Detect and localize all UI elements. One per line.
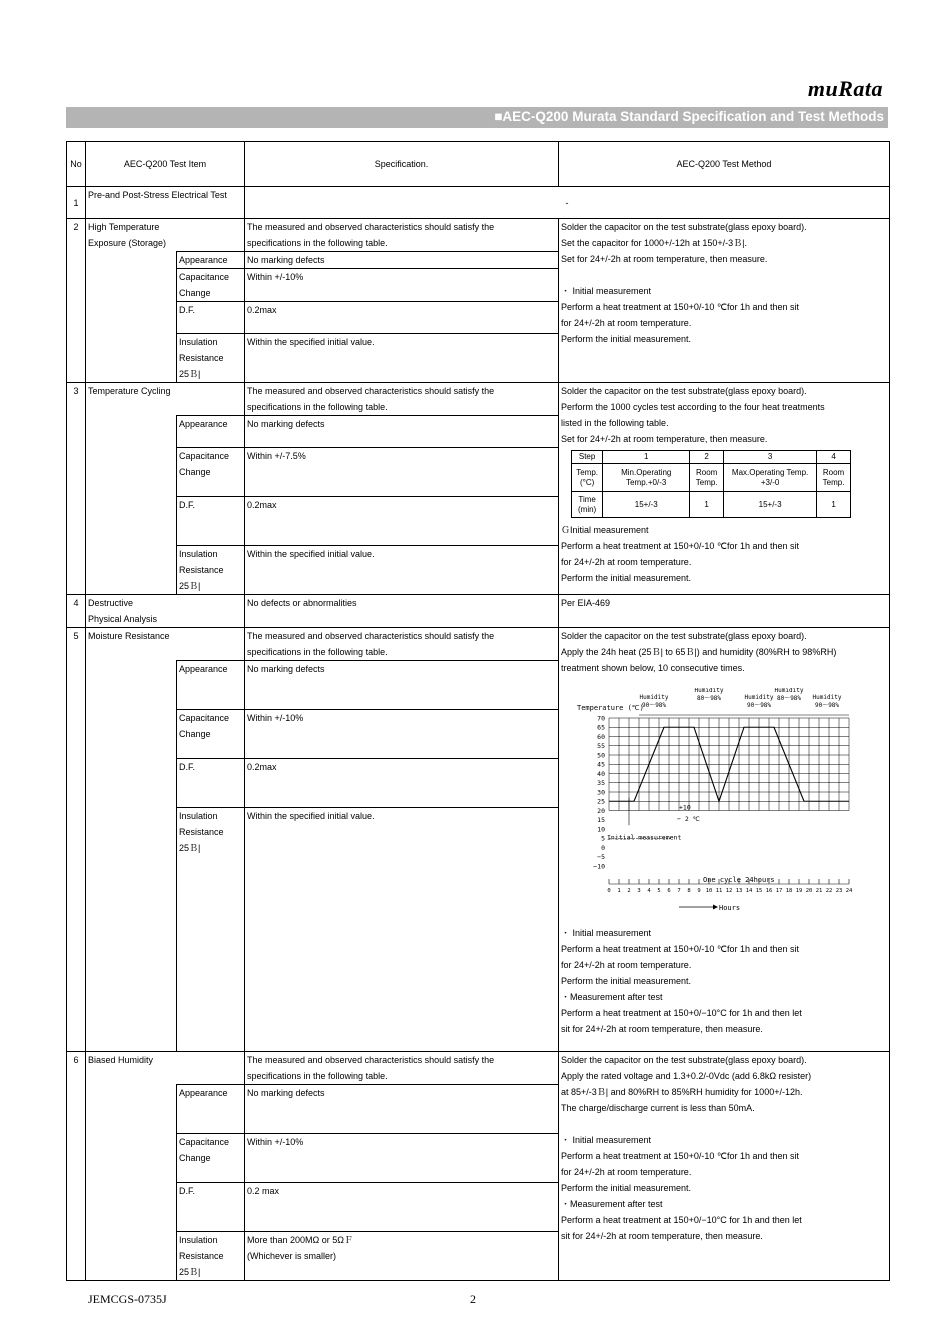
step-cell: 1 bbox=[690, 492, 724, 518]
method-line: Perform a heat treatment at 150+0/−10°C for 1h and then let bbox=[561, 1215, 802, 1225]
method-line: Perform the 1000 cycles test according to the four heat treatments bbox=[561, 402, 825, 412]
cap-label: Change bbox=[179, 729, 211, 739]
humidity-label: Humidity bbox=[812, 694, 842, 701]
header-item: AEC-Q200 Test Item bbox=[86, 142, 245, 187]
x-tick-label: 24 bbox=[845, 888, 853, 894]
method-line: Set the capacitor for 1000+/-12h at 150+/-3Ｂ|. bbox=[561, 238, 747, 248]
y-tick-label: 20 bbox=[597, 806, 605, 815]
appearance-value: No marking defects bbox=[245, 661, 559, 710]
spec-intro: specifications in the following table. bbox=[247, 1071, 388, 1081]
hours-arrowhead bbox=[713, 905, 718, 910]
cap-label: Capacitance bbox=[179, 272, 230, 282]
header-row bbox=[67, 142, 890, 187]
row-6-item: Biased Humidity bbox=[86, 1052, 245, 1085]
x-tick-label: 23 bbox=[835, 888, 843, 894]
method-line: ・ Initial measurement bbox=[561, 1135, 652, 1145]
ir-label: Insulation bbox=[179, 1235, 218, 1245]
heat-step-table bbox=[571, 450, 851, 518]
header-no: No bbox=[67, 142, 86, 187]
cap-value: Within +/-7.5% bbox=[245, 448, 559, 497]
humidity-cycle-chart bbox=[567, 688, 887, 921]
x-tick-label: 8 bbox=[687, 888, 691, 894]
step-cell: Temp. (°C) bbox=[572, 464, 603, 492]
method-line: Perform a heat treatment at 150+0/−10°C for 1h and then let bbox=[561, 1008, 802, 1018]
row-4-item: Physical Analysis bbox=[88, 614, 158, 624]
spec-intro: specifications in the following table. bbox=[247, 402, 388, 412]
method-line: ＧInitial measurement bbox=[561, 525, 649, 535]
y-tick-label: 40 bbox=[597, 769, 605, 778]
row-2-appearance-value: No marking defects bbox=[245, 252, 559, 269]
row-4-method: Per EIA-469 bbox=[559, 595, 890, 628]
y-tick-label: 60 bbox=[597, 732, 605, 741]
step-cell: 2 bbox=[690, 451, 724, 464]
ir-label: Resistance bbox=[179, 565, 224, 575]
cap-label: Change bbox=[179, 288, 211, 298]
row-1-method: - bbox=[245, 187, 890, 219]
row-1-no: 1 bbox=[67, 187, 86, 219]
cap-label: Capacitance bbox=[179, 451, 230, 461]
humidity-label: Humidity bbox=[774, 688, 804, 694]
row-2-df-label: D.F. bbox=[177, 302, 245, 334]
row-3-item: Temperature Cycling bbox=[86, 383, 245, 416]
ir-label: Resistance bbox=[179, 827, 224, 837]
spec-table bbox=[66, 141, 890, 1281]
header-spec: Specification. bbox=[245, 142, 559, 187]
appearance-label: Appearance bbox=[177, 661, 245, 710]
x-tick-label: 16 bbox=[765, 888, 773, 894]
y-tick-label: 30 bbox=[597, 788, 605, 797]
y-tick-label: 25 bbox=[597, 797, 605, 806]
method-line: Solder the capacitor on the test substrate(glass epoxy board). bbox=[561, 631, 807, 641]
method-line: for 24+/-2h at room temperature. bbox=[561, 557, 692, 567]
row-2-item-l2: Exposure (Storage) bbox=[88, 238, 167, 248]
step-cell: 1 bbox=[603, 451, 690, 464]
ir-value: More than 200MΩ or 5ΩＦ bbox=[247, 1235, 354, 1245]
row-6-method bbox=[559, 1052, 890, 1281]
method-line: Perform a heat treatment at 150+0/-10 ℃for 1h and then sit bbox=[561, 944, 799, 954]
ir-value: Within the specified initial value. bbox=[245, 546, 559, 595]
method-line: ・ Initial measurement bbox=[561, 286, 652, 296]
step-cell: Min.Operating Temp.+0/-3 bbox=[603, 464, 690, 492]
humidity-range: 90～98% bbox=[814, 702, 840, 709]
humidity-label: Humidity bbox=[694, 688, 724, 694]
appearance-value: No marking defects bbox=[245, 1085, 559, 1134]
murata-logo: muRata bbox=[807, 76, 883, 101]
step-cell: 1 bbox=[817, 492, 851, 518]
chart-grid bbox=[609, 718, 849, 811]
banner-title: ■AEC-Q200 Murata Standard Specification and Test Methods bbox=[494, 109, 884, 124]
row-5-intro bbox=[67, 628, 890, 661]
ir-value: (Whichever is smaller) bbox=[247, 1251, 337, 1261]
method-line: Set for 24+/-2h at room temperature, then measure. bbox=[561, 254, 768, 264]
humidity-range: 90～98% bbox=[746, 702, 772, 709]
x-tick-label: 11 bbox=[715, 888, 723, 894]
row-3-intro bbox=[67, 383, 890, 416]
df-value: 0.2max bbox=[245, 497, 559, 546]
method-line: for 24+/-2h at room temperature. bbox=[561, 318, 692, 328]
cap-value: Within +/-10% bbox=[245, 1134, 559, 1183]
row-4 bbox=[67, 595, 890, 628]
ir-label: Insulation bbox=[179, 549, 218, 559]
appearance-value: No marking defects bbox=[245, 416, 559, 448]
row-4-no: 4 bbox=[67, 595, 86, 628]
chart-initial-label: Initial measurement bbox=[607, 833, 682, 842]
humidity-label: Humidity bbox=[744, 694, 774, 701]
method-line: Set for 24+/-2h at room temperature, then measure. bbox=[561, 434, 768, 444]
step-cell: 15+/-3 bbox=[724, 492, 817, 518]
step-cell: 15+/-3 bbox=[603, 492, 690, 518]
row-2-ir-value: Within the specified initial value. bbox=[245, 334, 559, 383]
x-tick-label: 3 bbox=[637, 888, 641, 894]
method-line: at 85+/-3Ｂ| and 80%RH to 85%RH humidity for 1000+/-12h. bbox=[561, 1087, 803, 1097]
spec-intro: The measured and observed characteristics should satisfy the bbox=[247, 386, 495, 396]
x-tick-label: 17 bbox=[775, 888, 783, 894]
header-method: AEC-Q200 Test Method bbox=[559, 142, 890, 187]
spec-intro: The measured and observed characteristics should satisfy the bbox=[247, 631, 495, 641]
row-4-spec: No defects or abnormalities bbox=[245, 595, 559, 628]
method-line: Apply the 24h heat (25Ｂ| to 65Ｂ|) and humidity (80%RH to 98%RH) bbox=[561, 647, 837, 657]
df-label: D.F. bbox=[177, 497, 245, 546]
row-3-method bbox=[559, 383, 890, 595]
spec-intro: specifications in the following table. bbox=[247, 647, 388, 657]
df-label: D.F. bbox=[177, 1183, 245, 1232]
x-tick-label: 2 bbox=[627, 888, 631, 894]
document-code: JEMCGS-0735J bbox=[88, 1292, 167, 1306]
x-tick-label: 22 bbox=[825, 888, 833, 894]
method-line: Perform a heat treatment at 150+0/-10 ℃for 1h and then sit bbox=[561, 1151, 799, 1161]
ir-label: Resistance bbox=[179, 353, 224, 363]
row-6-intro bbox=[67, 1052, 890, 1085]
chart-xlabel: Hours bbox=[719, 904, 741, 912]
row-2-appearance-label: Appearance bbox=[177, 252, 245, 269]
row-6-no: 6 bbox=[67, 1052, 86, 1281]
method-line: The charge/discharge current is less than 50mA. bbox=[561, 1103, 755, 1113]
row-2-item-l1: High Temperature bbox=[88, 222, 160, 232]
y-tick-label: 15 bbox=[597, 816, 605, 825]
x-tick-label: 21 bbox=[815, 888, 823, 894]
x-tick-label: 19 bbox=[795, 888, 803, 894]
row-2-method bbox=[559, 219, 890, 383]
y-tick-label: −10 bbox=[593, 862, 605, 871]
ir-label: 25Ｂ| bbox=[179, 369, 201, 379]
step-cell: Room Temp. bbox=[817, 464, 851, 492]
row-3-no: 3 bbox=[67, 383, 86, 595]
x-tick-label: 20 bbox=[805, 888, 813, 894]
humidity-range: 80～98% bbox=[776, 695, 802, 702]
row-5-item: Moisture Resistance bbox=[86, 628, 245, 661]
row-5-no: 5 bbox=[67, 628, 86, 1052]
cap-label: Capacitance bbox=[179, 1137, 230, 1147]
y-tick-label: 35 bbox=[597, 779, 605, 788]
df-label: D.F. bbox=[177, 759, 245, 808]
x-tick-label: 1 bbox=[617, 888, 621, 894]
method-line: Solder the capacitor on the test substrate(glass epoxy board). bbox=[561, 1055, 807, 1065]
method-line: sit for 24+/-2h at room temperature, then measure. bbox=[561, 1024, 763, 1034]
method-line: ・Measurement after test bbox=[561, 992, 663, 1002]
row-2-cap-value: Within +/-10% bbox=[245, 269, 559, 302]
method-line: Apply the rated voltage and 1.3+0.2/-0Vdc (add 6.8kΩ resister) bbox=[561, 1071, 812, 1081]
ir-label: 25Ｂ| bbox=[179, 843, 201, 853]
method-line: listed in the following table. bbox=[561, 418, 669, 428]
y-tick-label: −5 bbox=[597, 853, 605, 862]
x-tick-label: 13 bbox=[735, 888, 743, 894]
step-cell: 3 bbox=[724, 451, 817, 464]
humidity-range: 90～98% bbox=[641, 702, 667, 709]
x-tick-label: 14 bbox=[745, 888, 753, 894]
row-2-intro bbox=[67, 219, 890, 252]
x-tick-label: 9 bbox=[697, 888, 701, 894]
appearance-label: Appearance bbox=[177, 1085, 245, 1134]
row-2-no: 2 bbox=[67, 219, 86, 383]
y-tick-label: 10 bbox=[597, 825, 605, 834]
row-1-item: Pre-and Post-Stress Electrical Test bbox=[86, 187, 245, 219]
appearance-label: Appearance bbox=[177, 416, 245, 448]
cap-label: Capacitance bbox=[179, 713, 230, 723]
x-tick-label: 7 bbox=[677, 888, 681, 894]
method-line: Solder the capacitor on the test substrate(glass epoxy board). bbox=[561, 222, 807, 232]
row-2-df-value: 0.2max bbox=[245, 302, 559, 334]
row-2-spec-intro-l2: specifications in the following table. bbox=[247, 238, 388, 248]
x-tick-label: 15 bbox=[755, 888, 763, 894]
y-tick-label: 55 bbox=[597, 742, 605, 751]
x-tick-label: 18 bbox=[785, 888, 793, 894]
title-banner bbox=[66, 107, 888, 128]
method-line: Perform the initial measurement. bbox=[561, 573, 692, 583]
x-tick-label: 6 bbox=[667, 888, 671, 894]
step-cell: 4 bbox=[817, 451, 851, 464]
chart-tol-minus: − 2 ℃ bbox=[677, 814, 700, 823]
method-line: Perform the initial measurement. bbox=[561, 1183, 692, 1193]
humidity-range: 80～98% bbox=[696, 695, 722, 702]
df-value: 0.2max bbox=[245, 759, 559, 808]
ir-label: Insulation bbox=[179, 337, 218, 347]
ir-label: 25Ｂ| bbox=[179, 1267, 201, 1277]
cap-value: Within +/-10% bbox=[245, 710, 559, 759]
cap-label: Change bbox=[179, 1153, 211, 1163]
x-tick-label: 5 bbox=[657, 888, 661, 894]
x-tick-label: 0 bbox=[607, 888, 611, 894]
y-tick-label: 70 bbox=[597, 714, 605, 723]
step-cell: Max.Operating Temp. +3/-0 bbox=[724, 464, 817, 492]
step-cell: Time (min) bbox=[572, 492, 603, 518]
ir-label: 25Ｂ| bbox=[179, 581, 201, 591]
method-line: sit for 24+/-2h at room temperature, then measure. bbox=[561, 1231, 763, 1241]
y-tick-label: 50 bbox=[597, 751, 605, 760]
y-tick-label: 65 bbox=[597, 723, 605, 732]
ir-label: Insulation bbox=[179, 811, 218, 821]
method-line: Perform a heat treatment at 150+0/-10 ℃for 1h and then sit bbox=[561, 541, 799, 551]
step-cell: Room Temp. bbox=[690, 464, 724, 492]
method-line: treatment shown below, 10 consecutive times. bbox=[561, 663, 745, 673]
x-tick-label: 12 bbox=[725, 888, 733, 894]
y-tick-label: 45 bbox=[597, 760, 605, 769]
ir-value: Within the specified initial value. bbox=[245, 808, 559, 1052]
method-line: Solder the capacitor on the test substrate(glass epoxy board). bbox=[561, 386, 807, 396]
step-cell: Step bbox=[572, 451, 603, 464]
method-line: for 24+/-2h at room temperature. bbox=[561, 1167, 692, 1177]
x-tick-label: 4 bbox=[647, 888, 651, 894]
y-tick-label: 0 bbox=[601, 843, 605, 852]
chart-cycle-caption: One cycle 24hours bbox=[703, 876, 775, 884]
spec-intro: The measured and observed characteristics should satisfy the bbox=[247, 1055, 495, 1065]
row-5-method bbox=[559, 628, 890, 1052]
chart-tol-plus: +10 bbox=[679, 803, 691, 812]
chart-ylabel: Temperature (℃) bbox=[577, 704, 644, 712]
method-line: for 24+/-2h at room temperature. bbox=[561, 960, 692, 970]
method-line: Perform a heat treatment at 150+0/-10 ℃for 1h and then sit bbox=[561, 302, 799, 312]
row-4-item: Destructive bbox=[88, 598, 134, 608]
method-line: Perform the initial measurement. bbox=[561, 976, 692, 986]
row-1 bbox=[67, 187, 890, 219]
df-value: 0.2 max bbox=[245, 1183, 559, 1232]
y-tick-label: 5 bbox=[601, 834, 605, 843]
row-2-spec-intro-l1: The measured and observed characteristics should satisfy the bbox=[247, 222, 495, 232]
method-line: ・Measurement after test bbox=[561, 1199, 663, 1209]
method-line: ・ Initial measurement bbox=[561, 928, 652, 938]
ir-label: Resistance bbox=[179, 1251, 224, 1261]
x-tick-label: 10 bbox=[705, 888, 713, 894]
method-line: Perform the initial measurement. bbox=[561, 334, 692, 344]
page-number: 2 bbox=[470, 1292, 476, 1306]
humidity-cycle-svg bbox=[567, 688, 867, 916]
cap-label: Change bbox=[179, 467, 211, 477]
humidity-label: Humidity bbox=[639, 694, 669, 701]
